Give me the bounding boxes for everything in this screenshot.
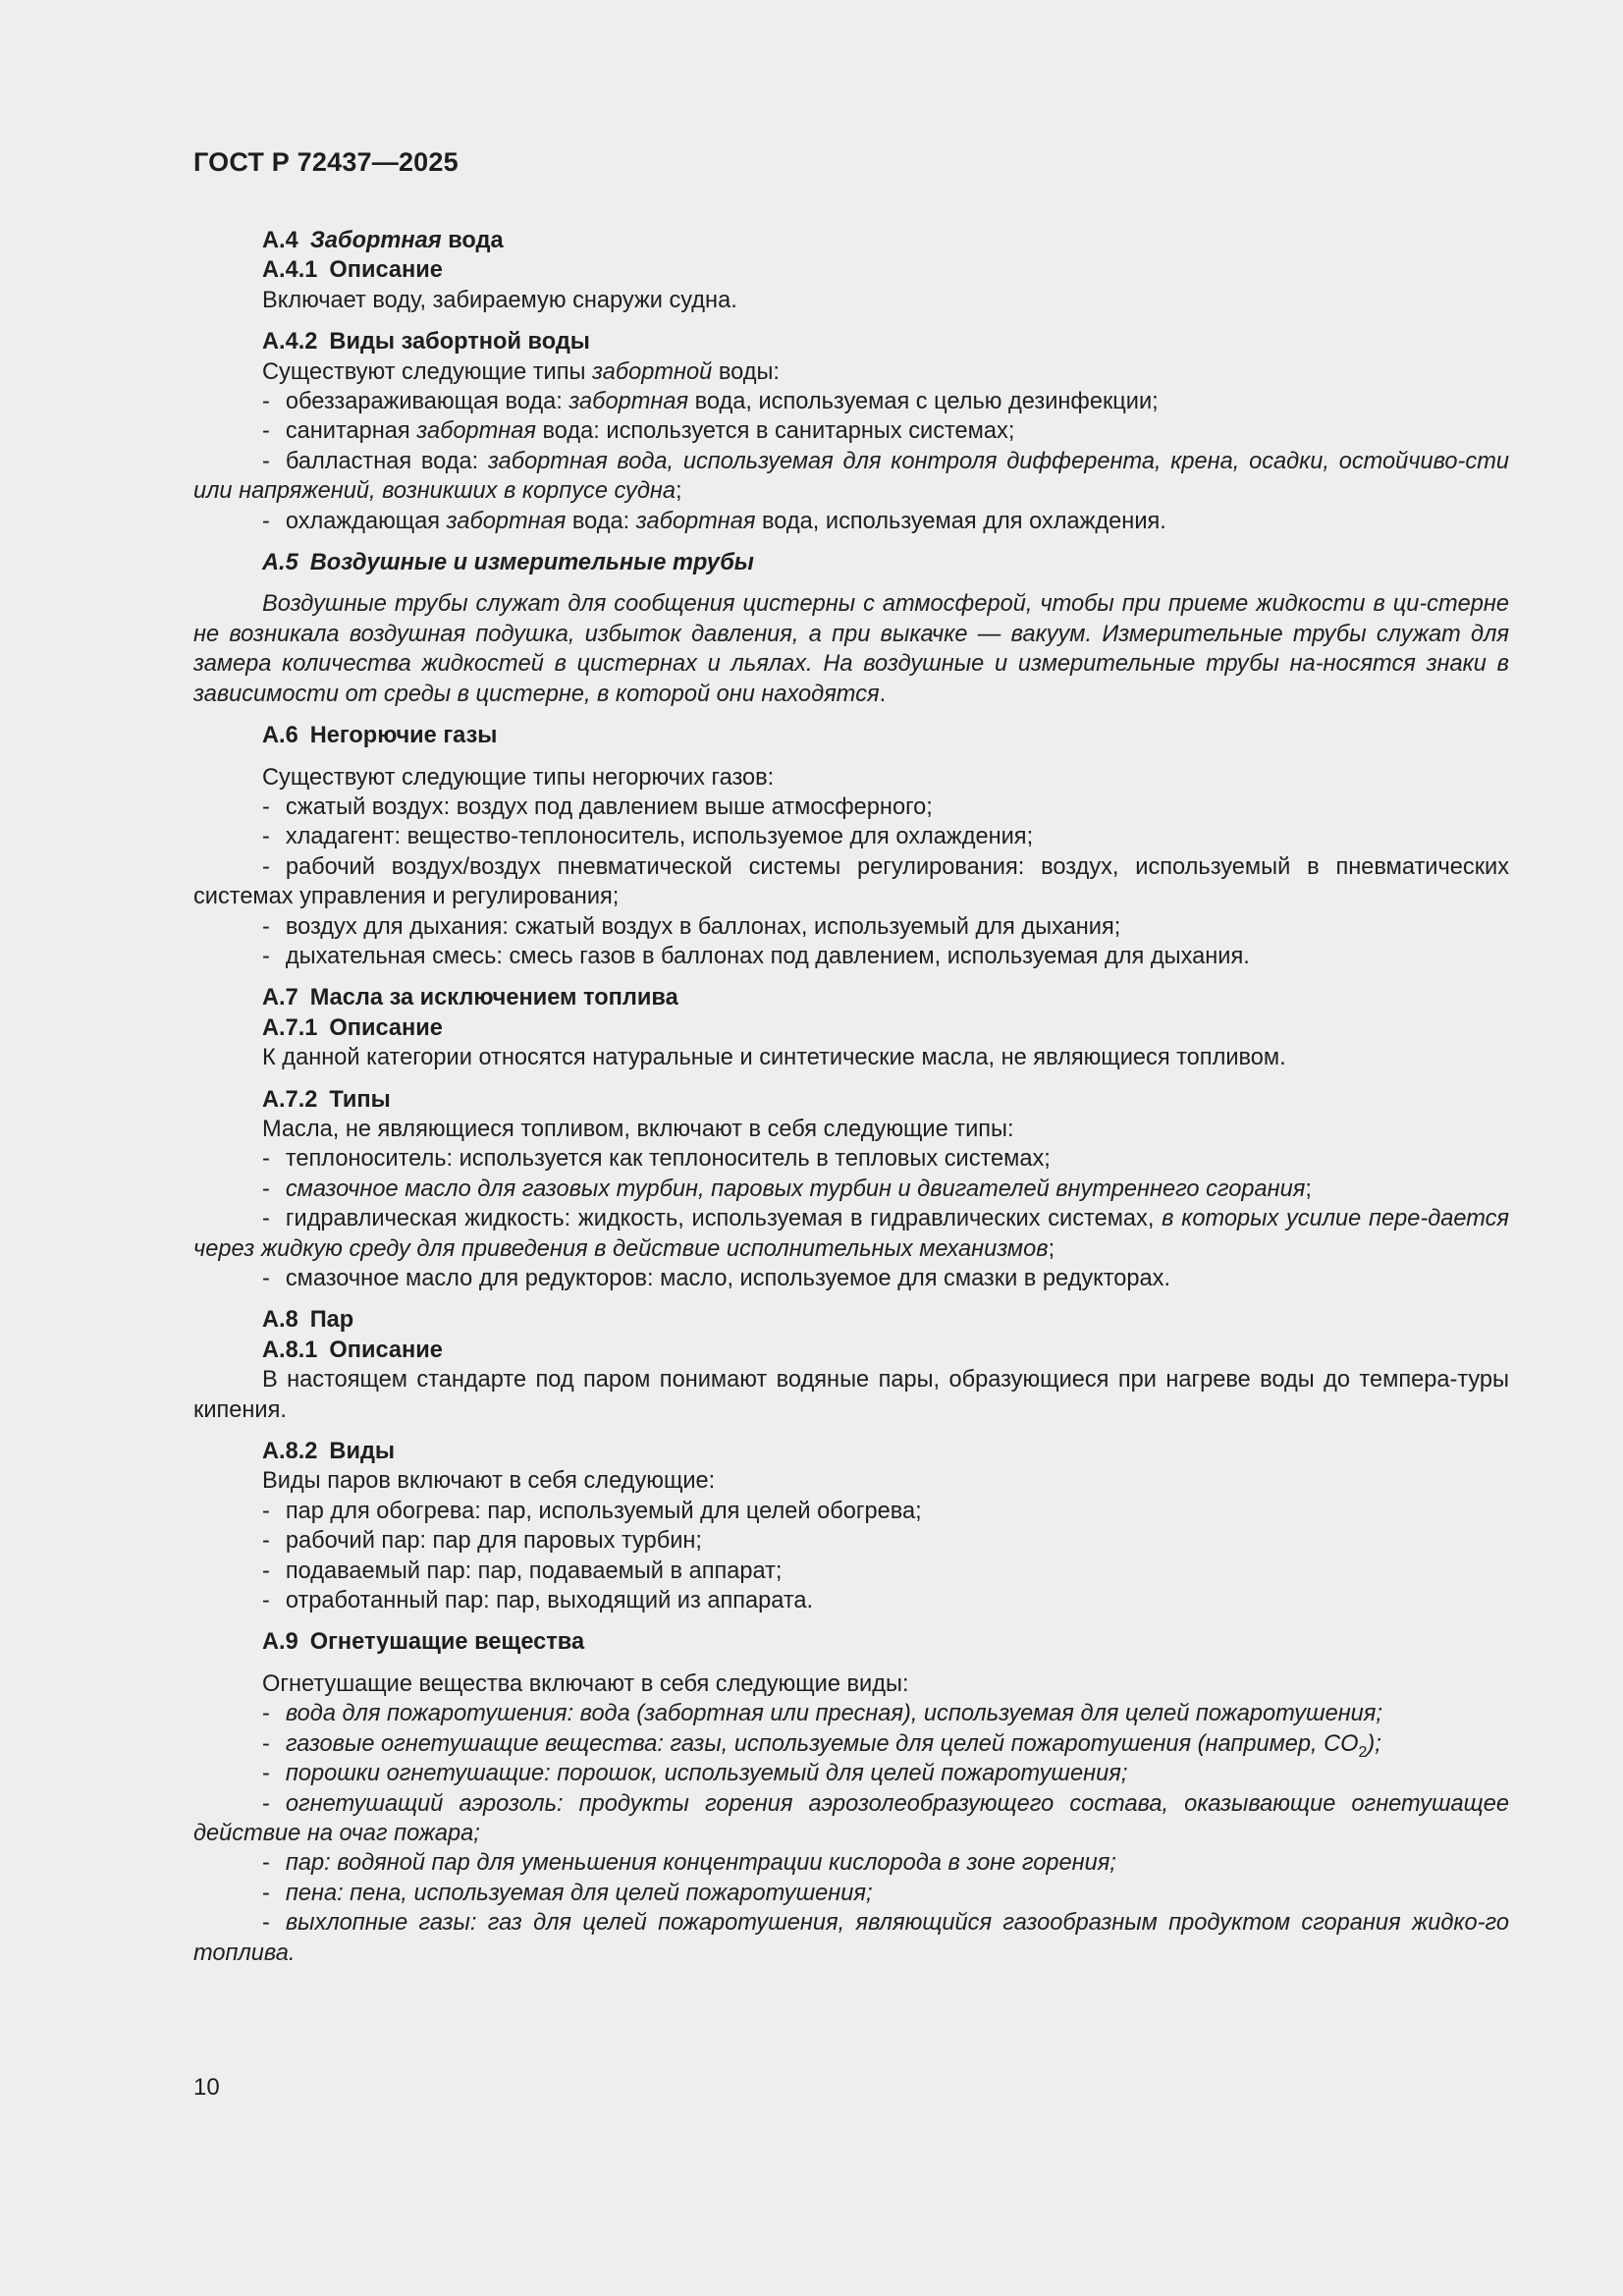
subsection-heading-a71: А.7.1 Описание (262, 1014, 443, 1041)
paragraph: Включает воду, забираемую снаружи судна. (262, 287, 737, 313)
list-item: - огнетушащий аэрозоль: продукты горения аэрозолеобразующего состава, оказывающие огнетушащее действие на очаг пожара; (193, 1790, 1509, 1846)
list-item: - вода для пожаротушения: вода (забортная или пресная), используемая для целей пожаротушения; (262, 1701, 1382, 1727)
list-item: - пар для обогрева: пар, используемый для целей обогрева; (262, 1498, 922, 1524)
list-item: - рабочий пар: пар для паровых турбин; (262, 1528, 702, 1555)
list-item: - смазочное масло для газовых турбин, паровых турбин и двигателей внутреннего сгорания; (262, 1175, 1312, 1202)
list-item: - смазочное масло для редукторов: масло, используемое для смазки в редукторах. (262, 1266, 1171, 1291)
list-item: - дыхательная смесь: смесь газов в баллонах под давлением, используемая для дыхания. (262, 943, 1250, 969)
list-item: - отработанный пар: пар, выходящий из аппарата. (262, 1588, 814, 1614)
list-item: - пар: водяной пар для уменьшения концентрации кислорода в зоне горения; (262, 1850, 1116, 1877)
list-item: - порошки огнетушащие: порошок, используемый для целей пожаротушения; (262, 1761, 1128, 1787)
list-item: - выхлопные газы: газ для целей пожаротушения, являющийся газообразным продуктом сгорания жидко-го топлива. (193, 1910, 1509, 1966)
list-item: - подаваемый пар: пар, подаваемый в аппарат; (262, 1558, 783, 1584)
list-item: - балластная вода: забортная вода, используемая для контроля дифферента, крена, осадки, остойчиво-сти или напряжений, возникших в корпусе судна; (193, 448, 1509, 505)
paragraph: Существуют следующие типы забортной воды: (262, 358, 780, 385)
section-heading-a5: А.5 Воздушные и измерительные трубы (262, 550, 754, 576)
list-item: - обеззараживающая вода: забортная вода, используемая с целью дезинфекции; (262, 389, 1159, 415)
list-item: - пена: пена, используемая для целей пожаротушения; (262, 1880, 873, 1906)
paragraph: Огнетушащие вещества включают в себя следующие виды: (262, 1670, 909, 1697)
document-header: ГОСТ Р 72437—2025 (193, 147, 459, 177)
section-heading-a6: А.6 Негорючие газы (262, 723, 498, 749)
paragraph: К данной категории относятся натуральные и синтетические масла, не являющиеся топливом. (262, 1045, 1286, 1071)
subsection-heading-a72: А.7.2 Типы (262, 1086, 391, 1113)
list-item: - рабочий воздух/воздух пневматической системы регулирования: воздух, используемый в пневматических системах управления и регулирования; (193, 853, 1509, 910)
section-heading-a8: А.8 Пар (262, 1307, 354, 1334)
section-heading-a7: А.7 Масла за исключением топлива (262, 985, 678, 1011)
subsection-heading-a81: А.8.1 Описание (262, 1337, 443, 1363)
paragraph: В настоящем стандарте под паром понимают водяные пары, образующиеся при нагреве воды до темпера-туры кипения. (193, 1367, 1509, 1423)
list-item: - гидравлическая жидкость: жидкость, используемая в гидравлических системах, в которых усилие пере-дается через жидкую среду для приведения в действие исполнительных механизмов; (193, 1206, 1510, 1262)
paragraph: Существуют следующие типы негорючих газов: (262, 764, 775, 791)
document-body (193, 226, 1509, 1968)
paragraph: Масла, не являющиеся топливом, включают в себя следующие типы: (262, 1116, 1014, 1142)
section-heading-a9: А.9 Огнетушащие вещества (262, 1629, 585, 1656)
subsection-heading-a42: А.4.2 Виды забортной воды (262, 329, 590, 355)
list-item: - хладагент: вещество-теплоноситель, используемое для охлаждения; (262, 824, 1034, 850)
list-item: - сжатый воздух: воздух под давлением выше атмосферного; (262, 793, 933, 820)
list-item: - воздух для дыхания: сжатый воздух в баллонах, используемый для дыхания; (262, 913, 1121, 940)
section-heading-a4: А.4 Забортная вода (262, 228, 504, 253)
subsection-heading-a82: А.8.2 Виды (262, 1439, 396, 1465)
list-item: - охлаждающая забортная вода: забортная вода, используемая для охлаждения. (262, 508, 1166, 534)
page-number: 10 (193, 2074, 220, 2101)
subsection-heading-a41: А.4.1 Описание (262, 257, 443, 284)
paragraph: Воздушные трубы служат для сообщения цистерны с атмосферой, чтобы при приеме жидкости в ци-стерне не возникала воздушная подушка, избыток давления, а при выкачке — вакуум. Измерительные трубы служат для замера количества жидкостей в цистернах и льялах. На воздушные и измерительные трубы на-носятся знаки в зависимости от среды в цистерне, в которой они находятся. (193, 591, 1509, 707)
list-item: - теплоноситель: используется как теплоноситель в тепловых системах; (262, 1146, 1051, 1173)
paragraph: Виды паров включают в себя следующие: (262, 1468, 716, 1495)
list-item: - санитарная забортная вода: используется в санитарных системах; (262, 418, 1015, 445)
list-item: - газовые огнетушащие вещества: газы, используемые для целей пожаротушения (например, $CO_2$); (262, 1730, 1381, 1761)
